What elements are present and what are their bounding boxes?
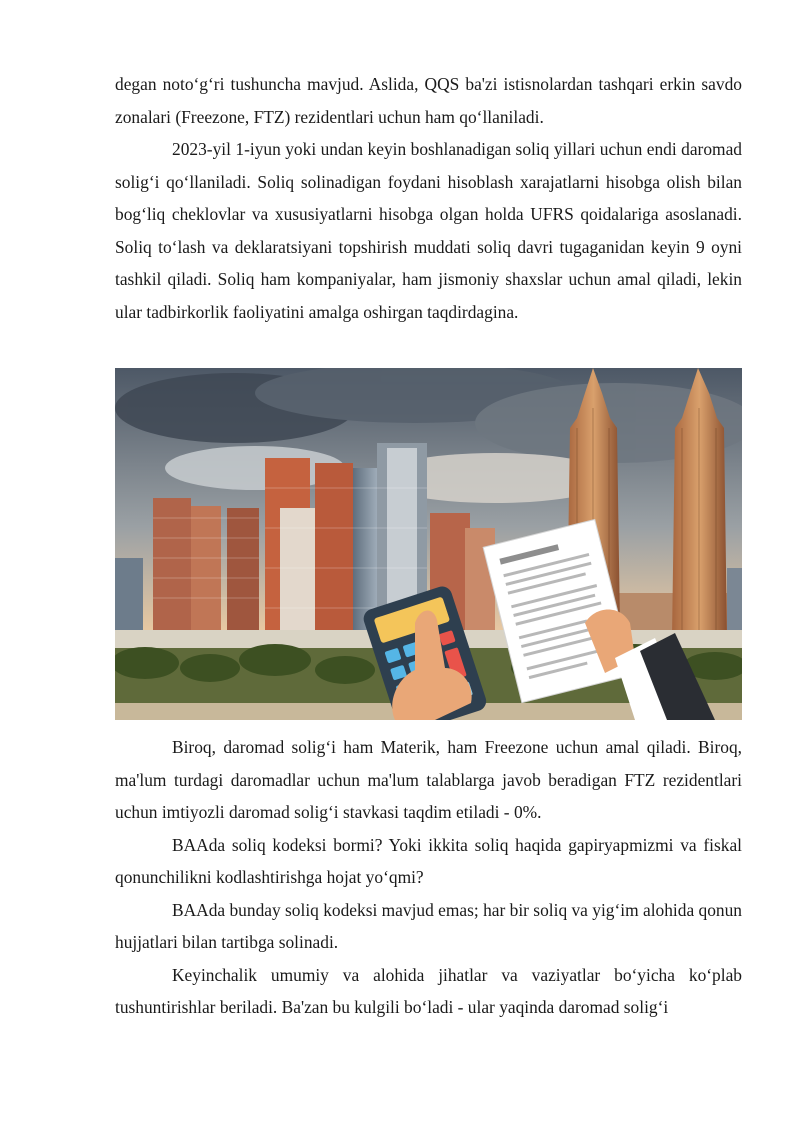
paragraph: Biroq, daromad solig‘i ham Materik, ham Freezone uchun amal qiladi. Biroq, ma'lum turdagi daromadlar uchun ma'lum talablarga javob beradigan FTZ rezidentlari uchun imtiyozli daromad solig‘i stavkasi taqdim etiladi - 0%. xyxy=(115,737,742,822)
paragraph: degan noto‘g‘ri tushuncha mavjud. Aslida, QQS ba'zi istisnolardan tashqari erkin savdo zonalari (Freezone, FTZ) rezidentlari uchun ham qo‘llaniladi. xyxy=(115,74,742,127)
paragraph: BAAda soliq kodeksi bormi? Yoki ikkita soliq haqida gapiryapmizmi va fiskal qonunchilikni kodlashtirishga hojat yo‘qmi? xyxy=(115,834,742,887)
paragraph: BAAda bunday soliq kodeksi mavjud emas; har bir soliq va yig‘im alohida qonun hujjatlari bilan tartibga solinadi. xyxy=(115,899,742,952)
text-block-top xyxy=(115,68,742,328)
illustration-figure xyxy=(115,368,742,720)
paragraph: Keyinchalik umumiy va alohida jihatlar va vaziyatlar bo‘yicha ko‘plab tushuntirishlar beriladi. Ba'zan bu kulgili bo‘ladi - ular yaqinda daromad solig‘i xyxy=(115,964,742,1017)
city-skyline-calculator-document-illustration xyxy=(115,368,742,720)
text-block-bottom xyxy=(115,731,742,1024)
paragraph: 2023-yil 1-iyun yoki undan keyin boshlanadigan soliq yillari uchun endi daromad solig‘i qo‘llaniladi. Soliq solinadigan foydani hisoblash xarajatlarni hisobga olish bilan bog‘liq cheklovlar va xususiyatlarni hisobga olgan holda UFRS qoidalariga asoslanadi. Soliq to‘lash va deklaratsiyani topshirish muddati soliq davri tugaganidan keyin 9 oyni tashkil qiladi. Soliq ham kompaniyalar, ham jismoniy shaxslar uchun amal qiladi, lekin ular tadbirkorlik faoliyatini amalga oshirgan taqdirdagina. xyxy=(115,139,742,322)
